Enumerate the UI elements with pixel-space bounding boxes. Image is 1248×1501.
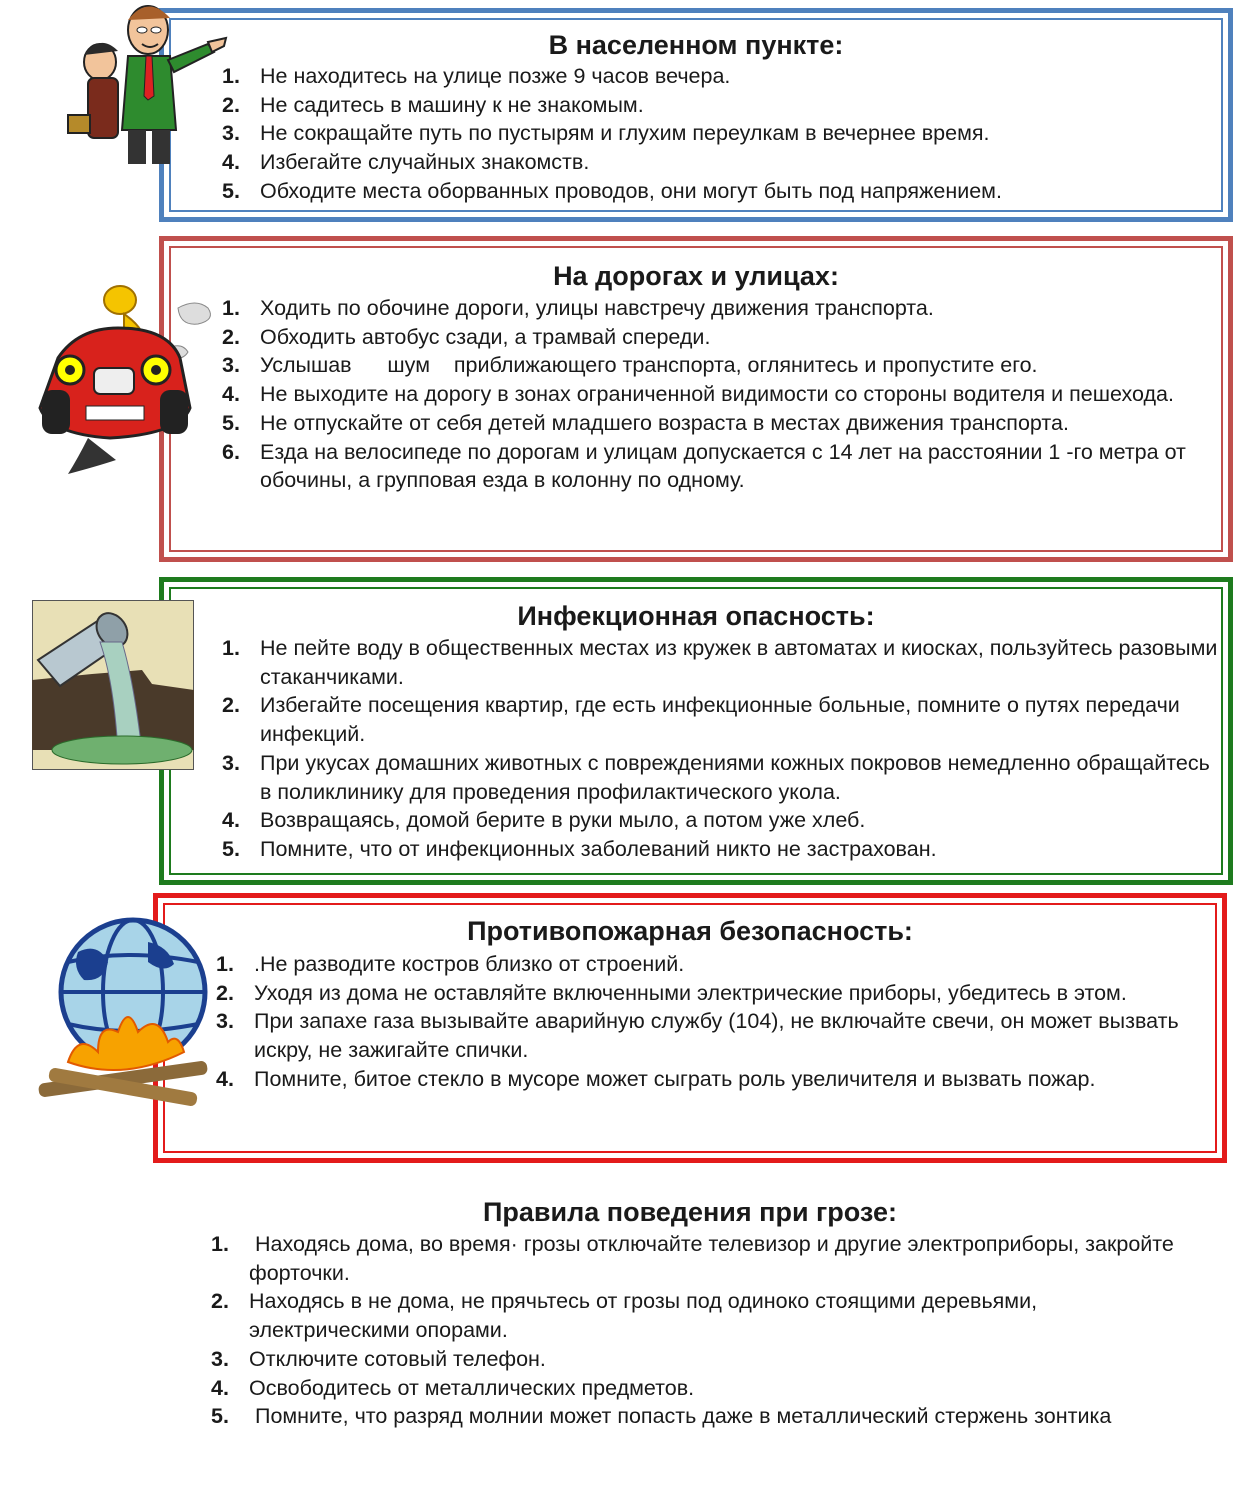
list-item: 2. Находясь в не дома, не прячьтесь от грозы под одиноко стоящими деревьями, электрическими опорами. [211, 1289, 1038, 1343]
section-title: Правила поведения при грозе: [482, 1197, 897, 1227]
rules-list [216, 950, 1199, 1094]
list-item: 2. Обходить автобус сзади, а трамвай спереди. [222, 324, 711, 349]
list-item: 3. Услышав шум приближающего транспорта, оглянитесь и пропустите его. [222, 353, 1038, 378]
rules-list [222, 62, 1220, 206]
list-item: 5. Помните, что разряд молнии может попасть даже в металлический стержень зонтика [211, 1404, 1112, 1429]
globe-on-fire-icon [38, 912, 208, 1112]
list-item: 5. Помните, что от инфекционных заболеваний никто не застрахован. [222, 836, 937, 861]
section-settlement [159, 8, 1233, 222]
section-title: Инфекционная опасность: [517, 601, 875, 631]
list-item: 3. При укусах домашних животных с повреждениями кожных покровов немедленно обращайтесь в поликлинику для проведения профилактического укола. [222, 750, 1210, 804]
list-item: 1. Не находитесь на улице позже 9 часов вечера. [222, 64, 731, 88]
list-item: 2. Избегайте посещения квартир, где есть инфекционные больные, помните о путях передачи инфекций. [222, 693, 1180, 747]
section-title: Противопожарная безопасность: [467, 916, 913, 946]
list-item: 5. Обходите места оборванных проводов, они могут быть под напряжением. [222, 178, 1002, 203]
list-item: 3. При запахе газа вызывайте аварийную службу (104), не включайте свечи, он может вызвать искру, не зажигайте спички. [216, 1009, 1179, 1063]
list-item: 4. Помните, битое стекло в мусоре может сыграть роль увеличителя и вызвать пожар. [216, 1066, 1096, 1091]
list-item: 1. Ходить по обочине дороги, улицы навстречу движения транспорта. [222, 296, 934, 320]
list-item: 4. Возвращаясь, домой берите в руки мыло, а потом уже хлеб. [222, 808, 866, 833]
list-item: 4. Не выходите на дорогу в зонах ограниченной видимости со стороны водителя и пешехода. [222, 382, 1174, 407]
cartoon-car-icon [28, 278, 228, 478]
list-item: 1. Находясь дома, во время· грозы отключайте телевизор и другие электроприборы, закройте форточки. [211, 1232, 1180, 1285]
section-roads [159, 236, 1233, 562]
rules-list [222, 634, 1220, 864]
rules-list [211, 1230, 1199, 1431]
list-item: 3. Отключите сотовый телефон. [211, 1346, 546, 1371]
section-infection [159, 577, 1233, 885]
list-item: 2. Уходя из дома не оставляйте включенными электрические приборы, убедитесь в этом. [216, 980, 1127, 1005]
list-item: 6. Езда на велосипеде по дорогам и улицам допускается с 14 лет на расстоянии 1 -го метра от обочины, а групповая езда в колонну по одному. [222, 439, 1186, 493]
list-item: 4. Избегайте случайных знакомств. [222, 150, 590, 175]
rules-list [222, 294, 1215, 495]
businessmen-pointing-icon [58, 0, 228, 170]
list-item: 1. .Не разводите костров близко от строений. [216, 952, 685, 976]
list-item: 4. Освободитесь от металлических предметов. [211, 1375, 695, 1400]
section-thunderstorm [153, 1188, 1227, 1488]
section-title: На дорогах и улицах: [553, 261, 839, 291]
sewage-pipe-icon [32, 600, 194, 770]
list-item: 2. Не садитесь в машину к не знакомым. [222, 92, 644, 117]
list-item: 3. Не сокращайте путь по пустырям и глухим переулкам в вечернее время. [222, 121, 990, 146]
list-item: 1. Не пейте воду в общественных местах из кружек в автоматах и киосках, пользуйтесь разовыми стаканчиками. [222, 636, 1218, 689]
list-item: 5. Не отпускайте от себя детей младшего возраста в местах движения транспорта. [222, 410, 1069, 435]
section-fire-safety [153, 893, 1227, 1163]
section-title: В населенном пункте: [548, 30, 844, 60]
